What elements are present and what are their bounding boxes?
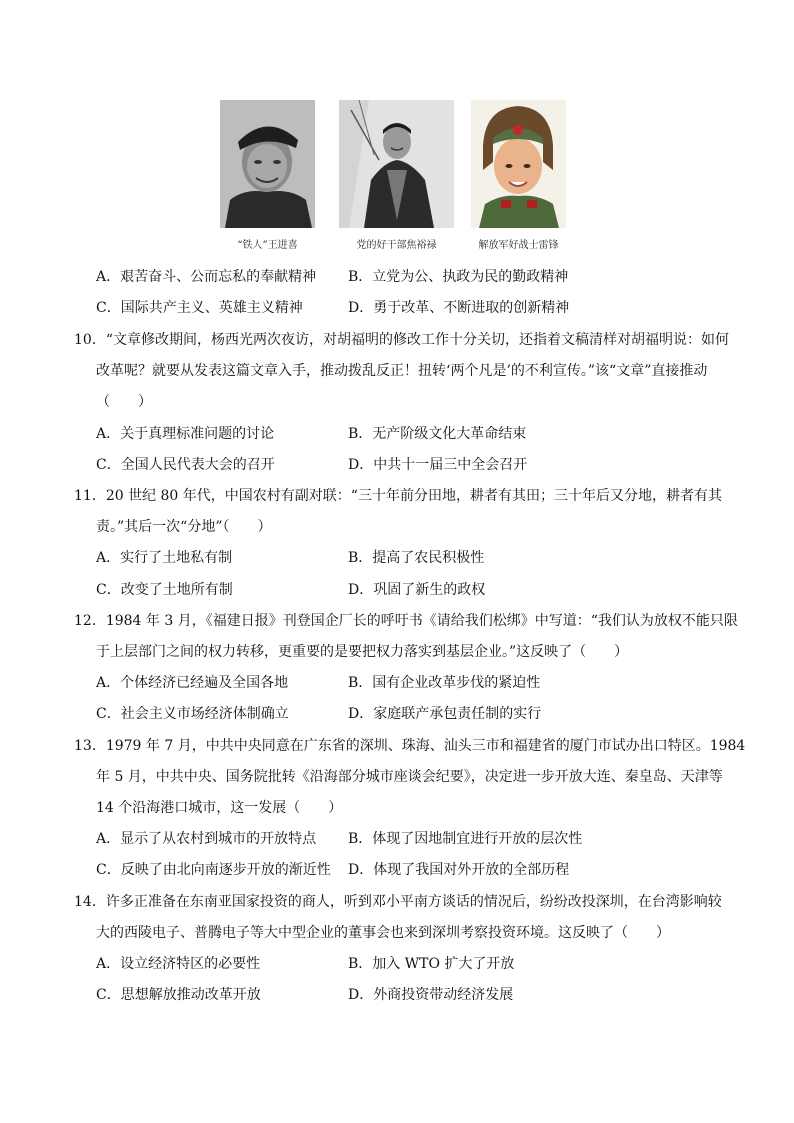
q12-stem-line1: 12．1984 年 3 月，《福建日报》刊登国企厂长的呼吁书《请给我们松绑》中写道：“我们认为放权不能只限 — [74, 613, 738, 629]
photo-wang-jinxi — [220, 100, 315, 251]
q14-stem-line2: 大的西陵电子、普腾电子等大中型企业的董事会也来到深圳考察投资环境。这反映了（ ） — [96, 925, 670, 941]
q11-option-b[interactable]: B．提高了农民积极性 — [348, 550, 485, 566]
portrait-image — [220, 100, 315, 228]
q13-option-a[interactable]: A．显示了从农村到城市的开放特点 — [96, 831, 317, 847]
q9-option-c[interactable]: C．国际共产主义、英雄主义精神 — [96, 300, 303, 316]
q10-stem-line2: 改革呢？就要从发表这篇文章入手，推动拨乱反正！扭转‘两个凡是’的不利宣传。”该“文章”直接推动 — [96, 363, 708, 379]
photo-caption: “铁人”王进喜 — [237, 240, 298, 251]
q14-option-a[interactable]: A．设立经济特区的必要性 — [96, 956, 261, 972]
q12-stem-line2: 于上层部门之间的权力转移，更重要的是要把权力落实到基层企业。”这反映了（ ） — [96, 644, 629, 660]
q12-option-a[interactable]: A．个体经济已经遍及全国各地 — [96, 675, 289, 691]
q13-option-d[interactable]: D．体现了我国对外开放的全部历程 — [348, 862, 570, 878]
photo-lei-feng — [471, 100, 566, 251]
q10-option-a[interactable]: A．关于真理标准问题的讨论 — [96, 426, 275, 442]
q13-stem-line3: 14 个沿海港口城市，这一发展（ ） — [96, 800, 343, 816]
q14-option-b[interactable]: B．加入 WTO 扩大了开放 — [348, 956, 515, 972]
q12-option-c[interactable]: C．社会主义市场经济体制确立 — [96, 706, 289, 722]
photo-caption: 党的好干部焦裕禄 — [356, 240, 437, 251]
q11-option-d[interactable]: D．巩固了新生的政权 — [348, 582, 486, 598]
q12-option-d[interactable]: D．家庭联产承包责任制的实行 — [348, 706, 542, 722]
q12-option-b[interactable]: B．国有企业改革步伐的紧迫性 — [348, 675, 541, 691]
q9-option-d[interactable]: D．勇于改革、不断进取的创新精神 — [348, 300, 570, 316]
q13-option-b[interactable]: B．体现了因地制宜进行开放的层次性 — [348, 831, 583, 847]
q10-option-d[interactable]: D．中共十一届三中全会召开 — [348, 457, 528, 473]
q11-option-c[interactable]: C．改变了土地所有制 — [96, 582, 233, 598]
photo-caption: 解放军好战士雷锋 — [478, 240, 559, 251]
q10-answer-blank: （ ） — [96, 394, 152, 410]
photo-jiao-yulu — [339, 100, 454, 251]
portrait-image — [339, 100, 454, 228]
q14-stem-line1: 14．许多正准备在东南亚国家投资的商人，听到邓小平南方谈话的情况后，纷纷改投深圳，在台湾影响较 — [74, 894, 722, 910]
photo-row — [0, 100, 794, 260]
q11-option-a[interactable]: A．实行了土地私有制 — [96, 550, 233, 566]
q13-stem-line2: 年 5 月，中共中央、国务院批转《沿海部分城市座谈会纪要》，决定进一步开放大连、秦皇岛、天津等 — [96, 769, 723, 785]
q10-stem-line1: 10．“文章修改期间，杨西光两次夜访，对胡福明的修改工作十分关切，还指着文稿清样对胡福明说：如何 — [74, 332, 729, 348]
portrait-image — [471, 100, 566, 228]
q14-option-d[interactable]: D．外商投资带动经济发展 — [348, 987, 514, 1003]
q14-option-c[interactable]: C．思想解放推动改革开放 — [96, 987, 261, 1003]
q10-option-b[interactable]: B．无产阶级文化大革命结束 — [348, 426, 527, 442]
q13-option-c[interactable]: C．反映了由北向南逐步开放的渐近性 — [96, 862, 331, 878]
q11-stem-line2: 责。”其后一次“分地”（ ） — [96, 519, 272, 535]
q13-stem-line1: 13．1979 年 7 月，中共中央同意在广东省的深圳、珠海、汕头三市和福建省的厦门市试办出口特区。1984 — [74, 738, 746, 754]
q10-option-c[interactable]: C．全国人民代表大会的召开 — [96, 457, 275, 473]
q9-option-a[interactable]: A．艰苦奋斗、公而忘私的奉献精神 — [96, 269, 317, 285]
q9-option-b[interactable]: B．立党为公、执政为民的勤政精神 — [348, 269, 569, 285]
q11-stem-line1: 11．20 世纪 80 年代，中国农村有副对联：“三十年前分田地，耕者有其田；三十年后又分地，耕者有其 — [74, 488, 722, 504]
